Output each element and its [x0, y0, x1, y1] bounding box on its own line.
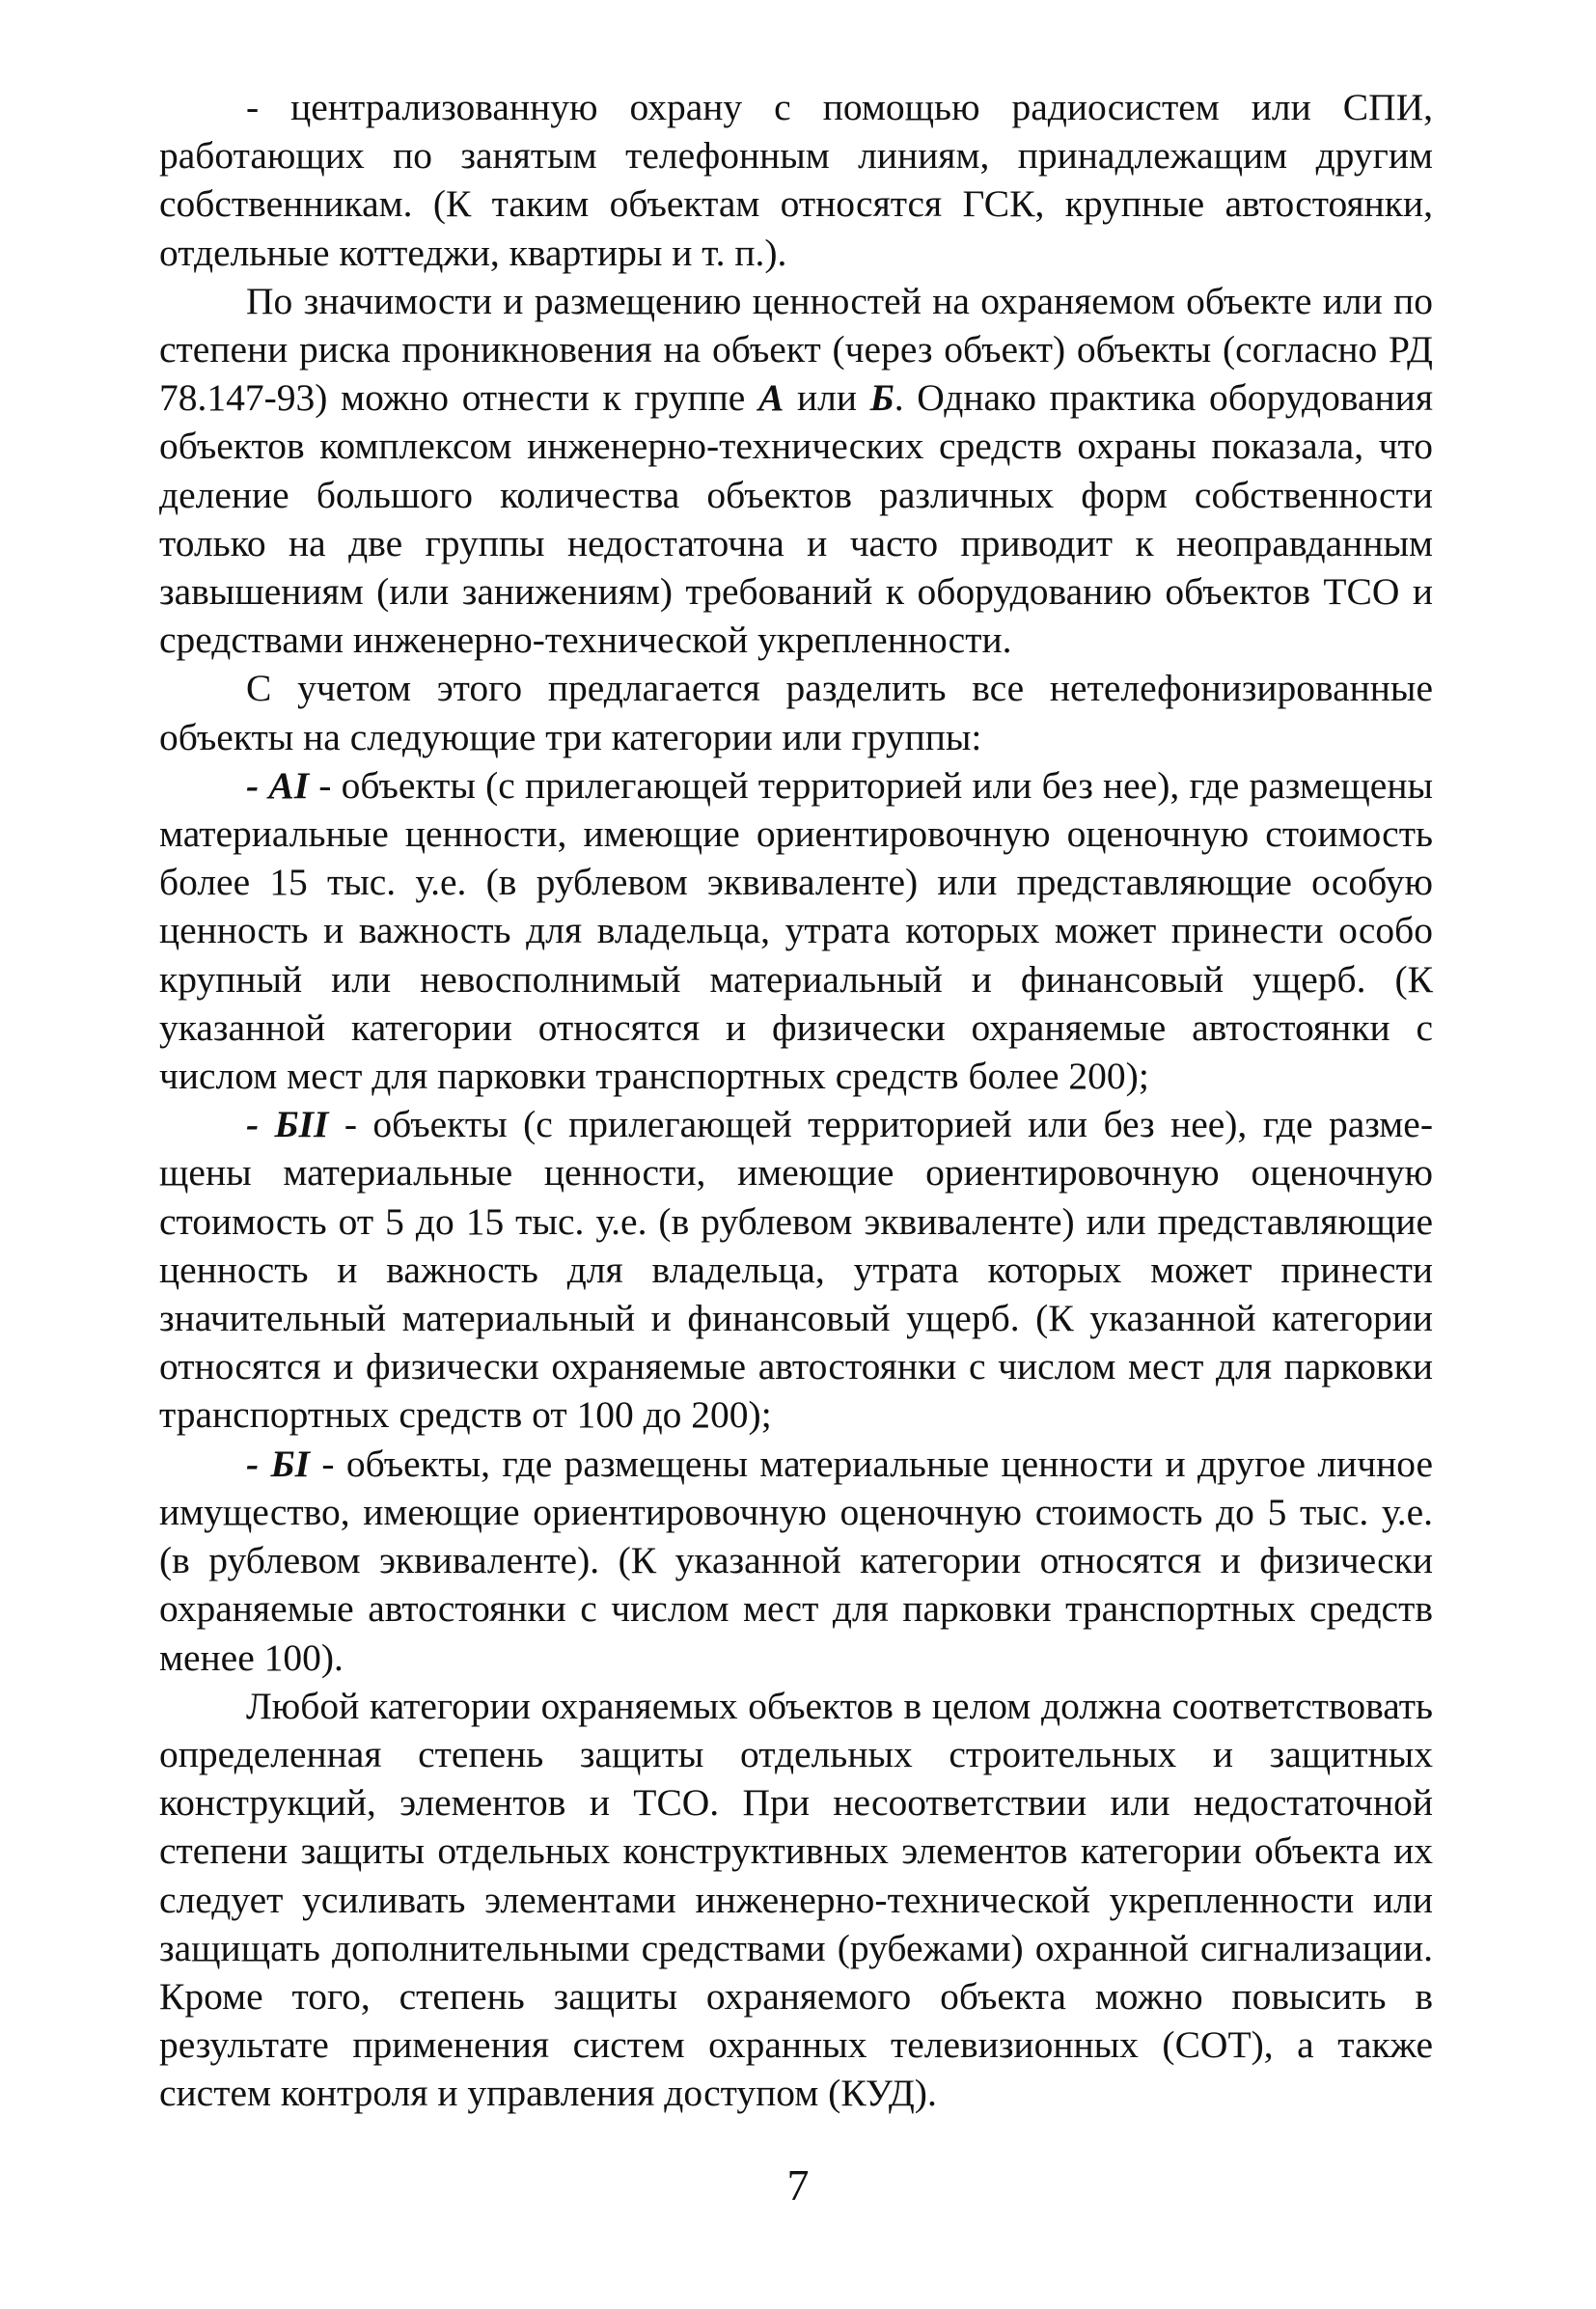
- page-number: 7: [786, 2160, 810, 2210]
- paragraph-centralized-security: - централизованную охрану с помощью радиосистем или СПИ, работающих по занятым телефонным линиям, принадлежащим другим собственникам. (К таким объектам относятся ГСК, крупные автостоянки, отдельные коттеджи, квартиры и т. п.).: [159, 86, 1433, 274]
- paragraph-object-groups-text-1: По значимости и размещению ценностей на охраняемом объекте или по степени риска проникновения на объект (через объект) объекты (согласно РД 78.147-93) можно отнести к группе: [159, 279, 1433, 420]
- paragraph-object-groups-text-2: или: [784, 376, 870, 420]
- paragraph-protection-degree: Любой категории охраняемых объектов в целом должна соответствовать определенная степень защиты отдельных строительных и защитных конструкций, элементов и ТСО. При несоответствии или недостаточной степени защиты отдельных конструктивных элементов категории объекта их следует усиливать элементами инженерно-технической укрепленности или защищать дополнительными средствами (рубежами) охранной сигнализации. Кроме того, степень защиты охраняемого объекта можно повысить в результате применения систем охранных телевизионных (СОТ), а также систем контроля и управления доступом (КУД).: [159, 1684, 1433, 2115]
- group-a-label: А: [757, 376, 784, 420]
- category-b2-label: - БII: [246, 1103, 329, 1146]
- document-body: [159, 83, 1433, 2118]
- category-b2-item: [159, 1100, 1433, 1439]
- category-a1-text: - объекты (с прилегающей территорией или без нее), где размещены материальные ценности, имеющие ориентировочную оценочную стоимость более 15 тыс. у.е. (в рублевом эквиваленте) или представляющие особую ценность и важность для владельца, утрата которых может принести особо крупный или невосполнимый материальный и финансовый ущерб. (К указанной категории относятся и физически охраняемые автостоянки с числом мест для парковки транспортных средств более 200);: [159, 763, 1433, 1098]
- category-b2-text: - объекты (с прилегающей территорией или без нее), где размещены материальные ценности, имеющие ориентировочную оценочную стоимость от 5 до 15 тыс. у.е. (в рублевом эквиваленте) или представляющие ценность и важность для владельца, утрата которых может принести значительный материальный и финансовый ущерб. (К указанной категории относятся и физически охраняемые автостоянки с числом мест для парковки транспортных средств от 100 до 200);: [159, 1103, 1433, 1437]
- paragraph-object-groups: [159, 277, 1433, 665]
- paragraph-object-groups-text-3: . Однако практика оборудования объектов комплексом инженерно-технических средств охраны показала, что деление большого количества объектов различных форм собственности только на две группы недостаточна и часто приводит к неоправданным завышениям (или занижениям) требований к оборудованию объектов ТСО и средствами инженерно-технической укрепленности.: [159, 376, 1433, 662]
- group-b-label: Б: [869, 376, 894, 420]
- category-a1-item: [159, 761, 1433, 1100]
- paragraph-categories-intro: С учетом этого предлагается разделить все нетелефонизированные объекты на следующие три категории или группы:: [159, 667, 1433, 758]
- category-a1-label: - АI: [246, 763, 310, 807]
- category-b1-label: - БI: [246, 1442, 310, 1485]
- category-b1-text: - объекты, где размещены материальные ценности и другое личное имущество, имеющие ориентировочную оценочную стоимость до 5 тыс. у.е. (в рублевом эквиваленте). (К указанной категории относятся и физически охраняемые автостоянки с числом мест для парковки транспортных средств менее 100).: [159, 1442, 1434, 1679]
- category-b1-item: [159, 1440, 1433, 1682]
